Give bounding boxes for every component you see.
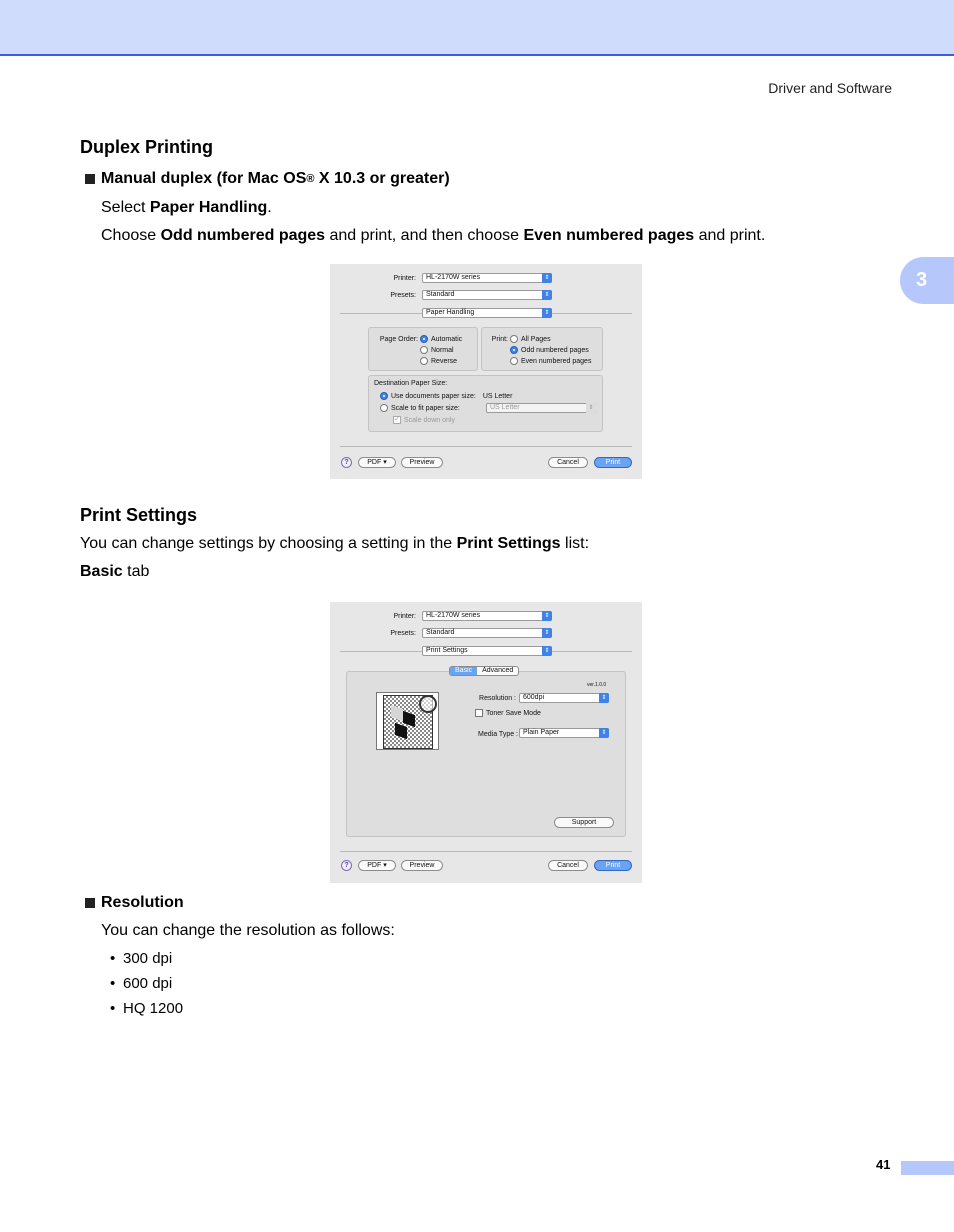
printer-value: HL-2170W series [426,274,481,281]
help-button[interactable]: ? [341,860,352,871]
option-label: Use documents paper size: [391,392,476,400]
bullet-dot-icon: • [110,975,116,992]
popup-arrows-icon: ⇕ [542,611,552,621]
page-order-label: Page Order: [379,336,418,343]
radio-icon [420,346,428,354]
print-label: Print: [491,336,508,343]
support-button[interactable]: Support [554,817,614,828]
print-odd-pages[interactable] [510,346,589,354]
list-item-text: 300 dpi [123,950,173,967]
choose-mid: and print, and then choose [325,227,524,244]
resolution-title: Resolution [101,894,184,911]
popup-arrows-icon: ⇕ [542,308,552,318]
chapter-number: 3 [916,269,928,291]
choose-even: Even numbered pages [523,227,695,244]
print-all-pages[interactable] [510,335,551,343]
panel-popup[interactable] [422,308,552,318]
tab-segmented-control [449,666,519,676]
option-label: Reverse [431,357,458,365]
option-label: Odd numbered pages [521,346,589,354]
scale-to-fit-option[interactable] [380,404,460,412]
desc-post: list: [560,535,590,552]
resolution-popup[interactable] [519,693,609,703]
presets-value: Standard [426,629,455,636]
manual-duplex-pre: Manual duplex (for Mac OS [101,170,307,187]
version-label: ver.1.0.0 [587,682,607,688]
option-label: Even numbered pages [521,357,592,365]
printer-label: Printer: [393,613,416,620]
choose-pre: Choose [101,227,161,244]
scale-down-only-checkbox[interactable] [393,416,455,424]
choose-odd: Odd numbered pages [160,227,326,244]
chapter-tab [900,257,954,304]
list-item [110,950,172,967]
checkbox-checked-icon: ✓ [394,416,400,423]
media-value: Plain Paper [523,729,560,736]
tab-advanced[interactable]: Advanced [482,667,514,674]
paper-handling-dialog [330,264,642,479]
choose-instruction [101,227,765,245]
print-button[interactable]: Print [594,457,632,468]
presets-label: Presets: [390,630,416,637]
radio-icon [420,357,428,365]
tab-post: tab [122,563,150,580]
popup-arrows-icon: ⇕ [586,403,596,413]
basic-tab-label [80,563,149,581]
help-button[interactable]: ? [341,457,352,468]
presets-popup[interactable] [422,628,552,638]
media-type-popup[interactable] [519,728,609,738]
radio-icon [510,335,518,343]
heading-duplex-printing: Duplex Printing [80,137,214,157]
option-label: Automatic [431,335,463,343]
choose-post: and print. [694,227,766,244]
media-type-label: Media Type : [478,731,518,738]
radio-selected-icon [510,346,518,354]
resolution-label: Resolution : [479,695,516,702]
use-doc-value: US Letter [482,392,513,400]
page-order-reverse[interactable] [420,357,457,365]
registered-mark: ® [306,173,315,185]
scale-size-popup[interactable] [486,403,596,413]
presets-label: Presets: [390,292,416,299]
presets-popup[interactable] [422,290,552,300]
print-settings-description [80,535,589,553]
printer-popup[interactable] [422,273,552,283]
print-button[interactable]: Print [594,860,632,871]
resolution-value: 600dpi [523,694,545,701]
presets-value: Standard [426,291,455,298]
radio-icon [380,404,388,412]
panel-value: Print Settings [426,647,468,654]
radio-selected-icon [420,335,428,343]
use-doc-size-option[interactable] [380,392,512,400]
page-order-automatic[interactable] [420,335,462,343]
bullet-square-icon [85,898,95,908]
heading-print-settings: Print Settings [80,505,198,525]
magnifier-icon [419,695,437,713]
option-label: Scale to fit paper size: [391,404,460,412]
cancel-button[interactable]: Cancel [548,860,588,871]
printer-label: Printer: [393,275,416,282]
print-settings-dialog [330,602,642,883]
page-number: 41 [876,1157,891,1172]
panel-popup[interactable] [422,646,552,656]
print-even-pages[interactable] [510,357,591,365]
resolution-description: You can change the resolution as follows: [101,922,395,939]
preview-button[interactable]: Preview [401,860,443,871]
tab-basic[interactable]: Basic [450,667,477,675]
desc-pre: You can change settings by choosing a setting in the [80,535,457,552]
cancel-button[interactable]: Cancel [548,457,588,468]
heading-manual-duplex [85,170,450,188]
select-post: . [267,199,272,216]
select-instruction [101,199,272,217]
checkbox-icon [475,709,483,717]
list-item [110,1000,183,1017]
print-preview-image [376,692,439,750]
popup-arrows-icon: ⇕ [599,693,609,703]
popup-arrows-icon: ⇕ [542,273,552,283]
manual-duplex-post: X 10.3 or greater) [314,170,450,187]
select-pre: Select [101,199,150,216]
popup-arrows-icon: ⇕ [599,728,609,738]
popup-arrows-icon: ⇕ [542,628,552,638]
page-number-bar [901,1161,954,1175]
pdf-button[interactable]: PDF ▾ [358,457,396,468]
toner-save-checkbox[interactable] [475,709,541,717]
popup-arrows-icon: ⇕ [542,290,552,300]
radio-icon [510,357,518,365]
tab-bold: Basic [80,563,123,580]
option-label: All Pages [521,335,551,343]
desc-bold: Print Settings [456,535,561,552]
list-item [110,975,172,992]
bullet-dot-icon: • [110,950,116,967]
popup-arrows-icon: ⇕ [542,646,552,656]
destination-label: Destination Paper Size: [374,380,448,387]
heading-resolution [85,894,184,912]
panel-value: Paper Handling [426,309,475,316]
page-order-normal[interactable] [420,346,454,354]
option-label: Scale down only [404,416,455,424]
scale-value: US Letter [490,404,520,411]
bullet-square-icon [85,174,95,184]
option-label: Normal [431,346,454,354]
pdf-button[interactable]: PDF ▾ [358,860,396,871]
option-label: Toner Save Mode [486,709,541,717]
divider [340,851,632,852]
printer-popup[interactable] [422,611,552,621]
running-header: Driver and Software [768,80,892,96]
preview-button[interactable]: Preview [401,457,443,468]
divider [340,446,632,447]
select-bold: Paper Handling [149,199,268,216]
radio-selected-icon [380,392,388,400]
top-banner [0,0,954,56]
printer-value: HL-2170W series [426,612,481,619]
list-item-text: 600 dpi [123,975,173,992]
bullet-dot-icon: • [110,1000,116,1017]
list-item-text: HQ 1200 [123,1000,184,1017]
